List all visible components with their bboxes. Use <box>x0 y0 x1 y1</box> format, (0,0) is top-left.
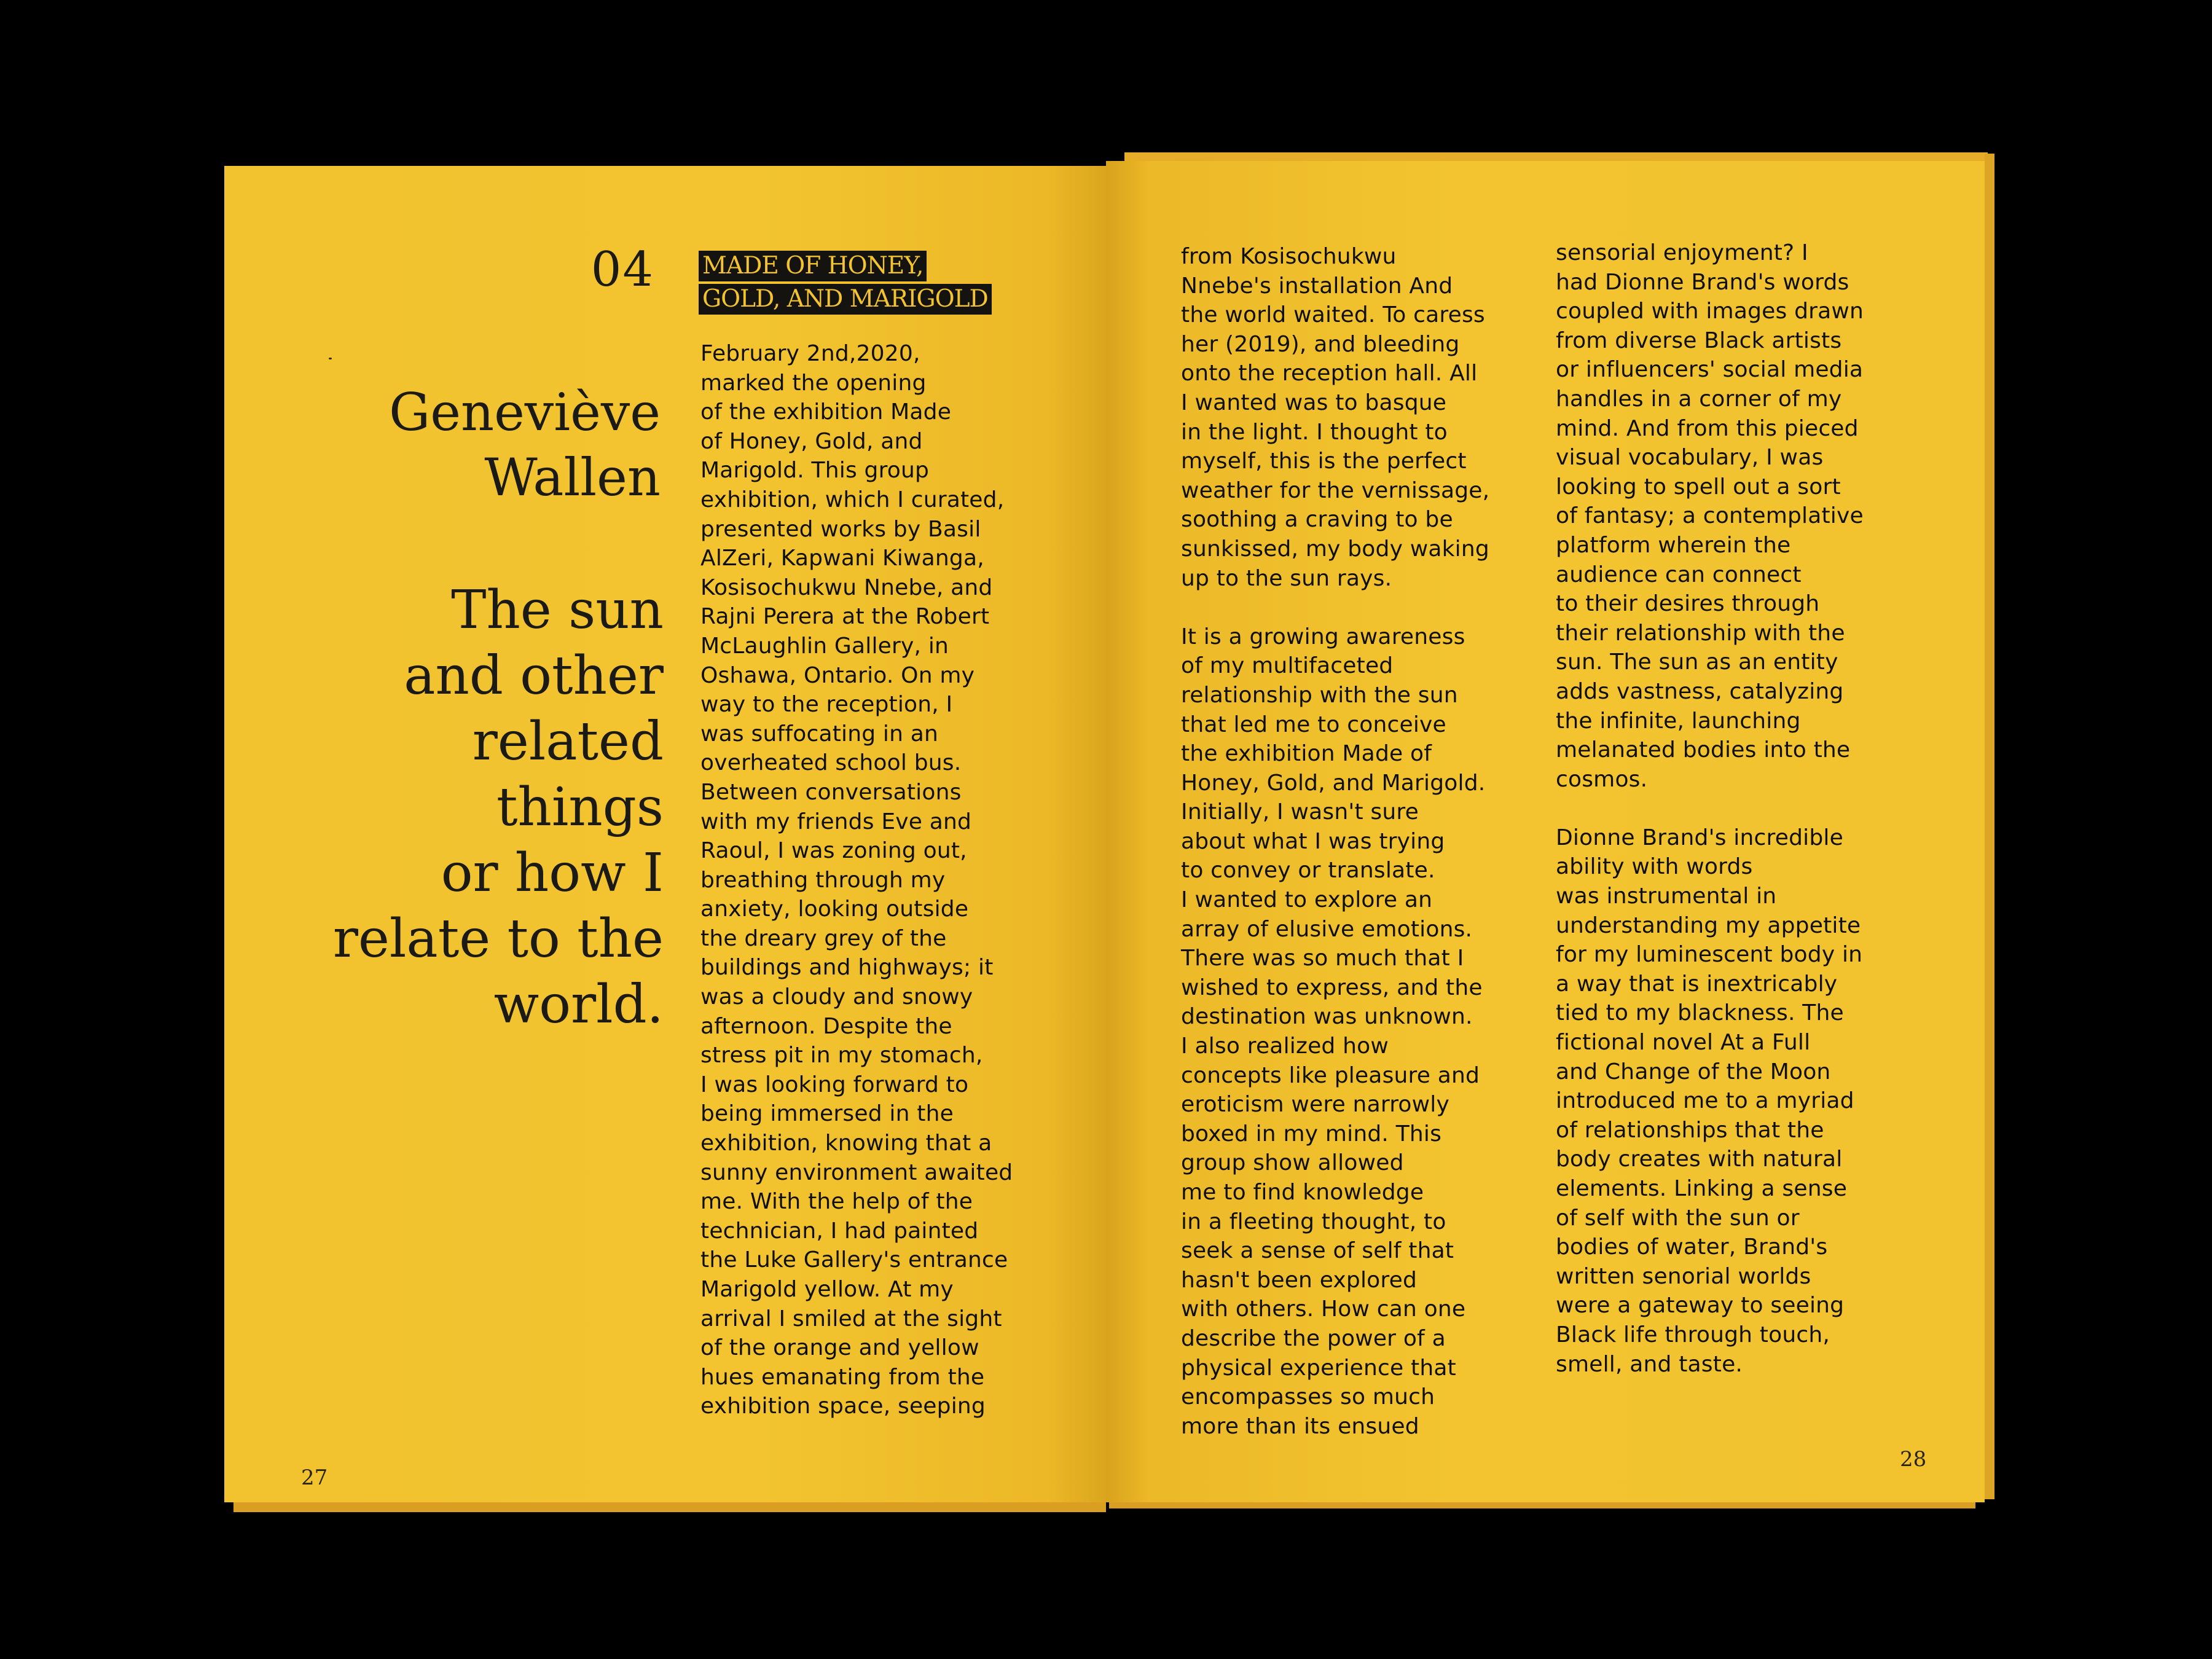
page-stack-edge-bottom-right <box>1109 1502 1975 1508</box>
paper-speck <box>329 358 332 359</box>
page-stack-edge-right <box>1985 154 1994 1499</box>
page-number-right: 28 <box>1900 1447 1927 1472</box>
chapter-number: 04 <box>590 242 654 297</box>
article-title: The sun and other related things or how I relate to the world. <box>332 579 664 1035</box>
left-body-text: February 2nd,2020, marked the opening of the exhibition Made of Honey, Gold, and Marigold. This group exhibition, which I curated, presented works by Basil AlZeri, Kapwani Kiwanga, Kosisochukwu Nnebe, and Rajni Perera at the Robert McLaughlin Gallery, in Oshawa, Ontario. On my way to the reception, I was suffocating in an overheated school bus. Between conversations with my friends Eve and Raoul, I was zoning out, breathing through my anxiety, looking outside the dreary grey of the buildings and highways; it was a cloudy and snowy afternoon. Despite the stress pit in my stomach, I was looking forward to being immersed in the exhibition, knowing that a sunny environment awaited me. With the help of the technician, I had painted the Luke Gallery's entrance Marigold yellow. At my arrival I smiled at the sight of the orange and yellow hues emanating from the exhibition space, seeping <box>700 341 1013 1419</box>
left-page <box>224 166 1109 1502</box>
section-heading-line-2: GOLD, AND MARIGOLD <box>699 284 992 315</box>
author-name: Geneviève Wallen <box>389 382 661 508</box>
section-heading-line-1: MADE OF HONEY, <box>699 251 927 281</box>
page-number-left: 27 <box>301 1465 328 1490</box>
right-body-column-1: from Kosisochukwu Nnebe's installation And the world waited. To caress her (2019), and bleeding onto the reception hall. All I wanted was to basque in the light. I thought to myself, this is the perfect weather for the vernissage, soothing a craving to be sunkissed, my body waking up to the sun rays. It is a growing awareness of my multifaceted relationship with the sun that led me to conceive the exhibition Made of Honey, Gold, and Marigold. Initially, I wasn't sure about what I was trying to convey or translate. I wanted to explore an array of elusive emotions. There was so much that I wished to express, and the destination was unknown. I also realized how concepts like pleasure and eroticism were narrowly boxed in my mind. This group show allowed me to find knowledge in a fleeting thought, to seek a sense of self that hasn't been explored with others. How can one describe the power of a physical experience that encompasses so much more than its ensued <box>1181 244 1490 1439</box>
right-body-column-2: sensorial enjoyment? I had Dionne Brand's words coupled with images drawn from diverse Black artists or influencers' social media handles in a corner of my mind. And from this pieced visual vocabulary, I was looking to spell out a sort of fantasy; a contemplative platform wherein the audience can connect to their desires through their relationship with the sun. The sun as an entity adds vastness, catalyzing the infinite, launching melanated bodies into the cosmos. Dionne Brand's incredible ability with words was instrumental in understanding my appetite for my luminescent body in a way that is inextricably tied to my blackness. The fictional novel At a Full and Change of the Moon introduced me to a myriad of relationships that the body creates with natural elements. Linking a sense of self with the sun or bodies of water, Brand's written senorial worlds were a gateway to seeing Black life through touch, smell, and taste. <box>1556 240 1864 1377</box>
page-stack-edge-top <box>1124 152 1988 161</box>
page-stack-edge-bottom-left <box>233 1502 1106 1512</box>
right-page <box>1106 161 1985 1502</box>
section-heading <box>699 251 1104 317</box>
